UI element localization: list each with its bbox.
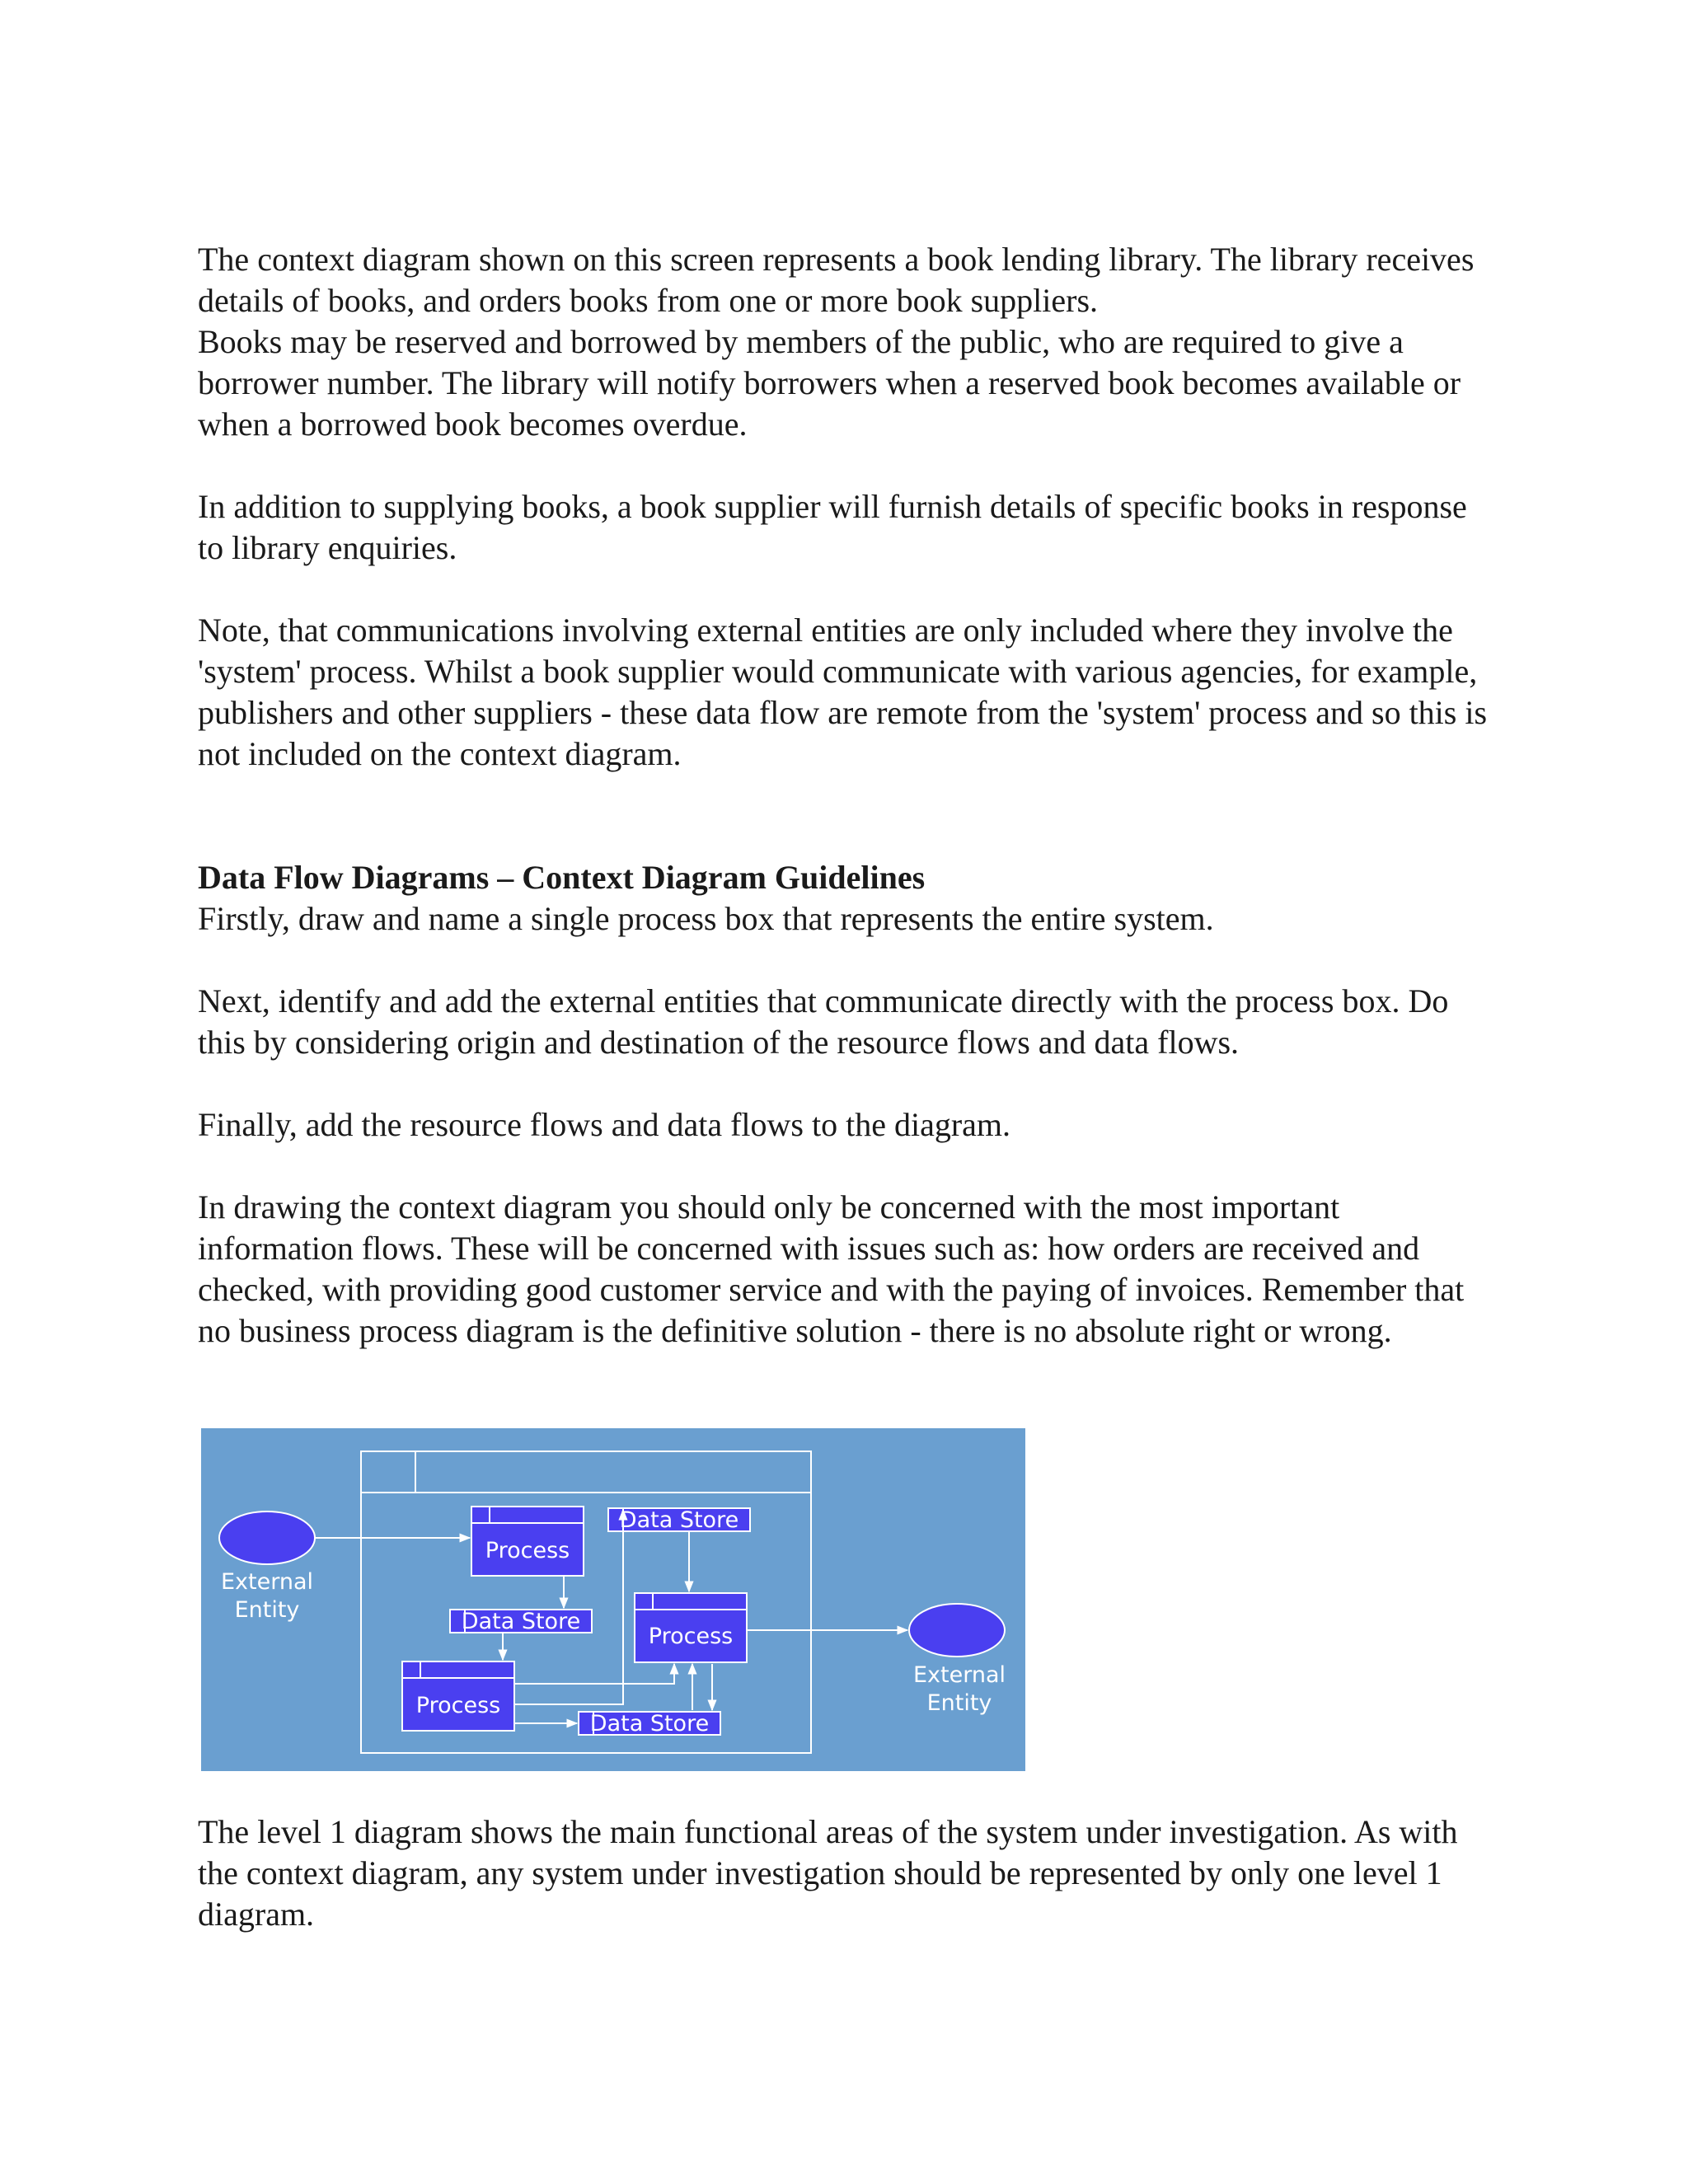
external-entity-left-label-1: External <box>220 1569 314 1595</box>
guideline-step-1: Firstly, draw and name a single process box that represents the entire system. <box>198 900 1214 937</box>
intro-paragraph-3: Note, that communications involving external entities are only included where they involve the 'system' process. Whilst a book supplier would communicate with various agencies, for example, publishers and other suppliers - these data flow are remote from the 'system' process and so this is not included on the context diagram. <box>198 612 1488 772</box>
closing-section <box>198 1811 1500 1935</box>
external-entity-right-label-2: Entity <box>926 1690 992 1716</box>
process-1-label: Process <box>485 1538 570 1563</box>
section-heading: Data Flow Diagrams – Context Diagram Guidelines <box>198 859 926 896</box>
data-store-3-label: Data Store <box>589 1711 710 1736</box>
process-2-label: Process <box>648 1624 734 1649</box>
guidelines-section <box>198 857 1500 940</box>
intro-paragraph-1 <box>198 239 1500 445</box>
external-entity-left-label-2: Entity <box>234 1597 300 1623</box>
guideline-step-3: Finally, add the resource flows and data flows to the diagram. <box>198 1106 1011 1143</box>
closing-paragraph: The level 1 diagram shows the main functional areas of the system under investigation. As with the context diagram, any system under investigation should be represented by only one level 1 diagram. <box>198 1813 1458 1933</box>
intro-text-2: Books may be reserved and borrowed by members of the public, who are required to give a borrower number. The library will notify borrowers when a reserved book becomes available or when a borrowed book becomes overdue. <box>198 323 1461 443</box>
guideline-step-2: Next, identify and add the external entities that communicate directly with the process box. Do this by considering origin and destination of the resource flows and data flows. <box>198 982 1449 1061</box>
guideline-step-4: In drawing the context diagram you should only be concerned with the most important information flows. These will be concerned with issues such as: how orders are received and checked, with providing good customer service and with the paying of invoices. Remember that no business process diagram is the definitive solution - there is no absolute right or wrong. <box>198 1188 1465 1349</box>
data-flow-diagram <box>201 1428 1025 1771</box>
external-entity-right-label-1: External <box>912 1662 1006 1688</box>
external-entity-left <box>219 1511 315 1564</box>
intro-paragraph-2: In addition to supplying books, a book supplier will furnish details of specific books in response to library enquiries. <box>198 488 1467 566</box>
process-3-label: Process <box>415 1693 501 1718</box>
data-store-1-label: Data Store <box>619 1507 739 1533</box>
document-body <box>198 239 1500 1352</box>
intro-text-1: The context diagram shown on this screen represents a book lending library. The library receives details of books, and orders books from one or more book suppliers. <box>198 241 1475 319</box>
data-store-2-label: Data Store <box>461 1609 581 1634</box>
external-entity-right <box>909 1604 1005 1657</box>
data-flow-diagram-figure <box>201 1428 1025 1771</box>
